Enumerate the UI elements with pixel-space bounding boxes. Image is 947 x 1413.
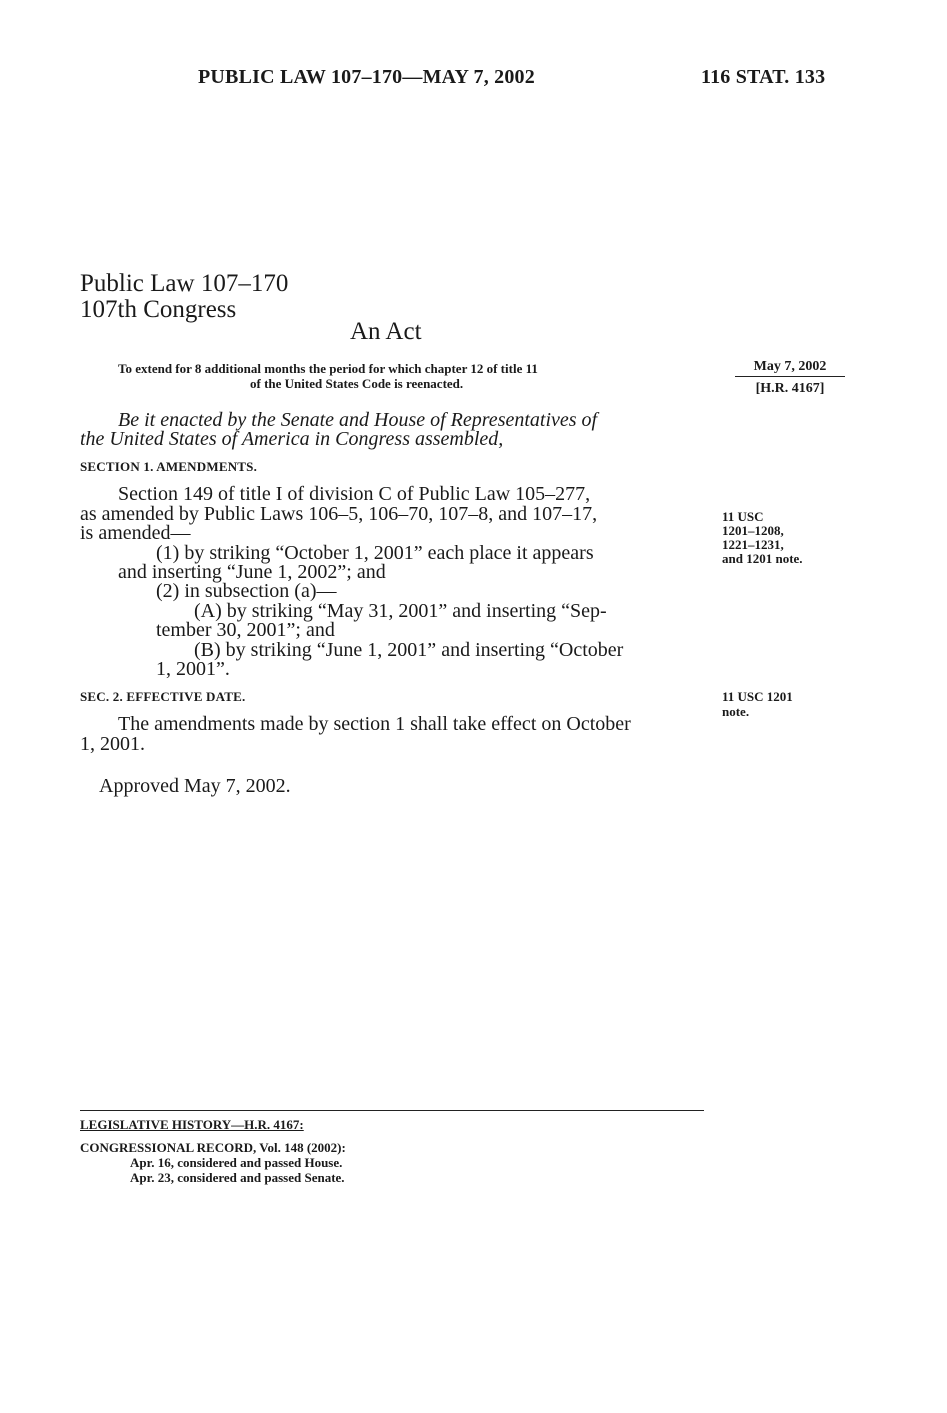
section-1-line: is amended—: [80, 522, 191, 544]
section-1-line: and inserting “June 1, 2002”; and: [118, 561, 386, 583]
section-1-subparagraph-b: (B) by striking “June 1, 2001” and inserting “October: [194, 639, 624, 661]
margin-bill-number: [H.R. 4167]: [755, 381, 825, 396]
stat-page-number: 116 STAT. 133: [701, 66, 826, 88]
section-1-line: tember 30, 2001”; and: [156, 619, 335, 641]
footnote-divider: [80, 1110, 704, 1111]
purpose-line-2: of the United States Code is reenacted.: [250, 376, 464, 391]
section-1-paragraph-1: (1) by striking “October 1, 2001” each place it appears: [156, 542, 594, 564]
margin-approval-date: May 7, 2002: [735, 359, 845, 377]
act-label: An Act: [350, 318, 422, 345]
congressional-record: CONGRESSIONAL RECORD, Vol. 148 (2002):: [80, 1140, 346, 1155]
section-1-paragraph-2: (2) in subsection (a)—: [156, 580, 337, 602]
approval-date: Approved May 7, 2002.: [99, 775, 291, 797]
margin-note-usc-2: note.: [722, 704, 750, 719]
enacting-clause-line-2: the United States of America in Congress assembled,: [80, 428, 504, 450]
public-law-number: Public Law 107–170: [80, 270, 289, 297]
running-title: PUBLIC LAW 107–170—MAY 7, 2002: [198, 66, 535, 88]
enacting-clause-line-1: Be it enacted by the Senate and House of Representatives of: [118, 409, 598, 431]
margin-note-usc-1: 11 USC: [722, 509, 764, 524]
section-1-line: Section 149 of title I of division C of Public Law 105–277,: [118, 483, 591, 505]
section-1-line: as amended by Public Laws 106–5, 106–70, 107–8, and 107–17,: [80, 503, 598, 525]
margin-note-usc-1: 1221–1231,: [722, 537, 784, 552]
section-1-line: 1, 2001”.: [156, 658, 230, 680]
history-entry: Apr. 23, considered and passed Senate.: [130, 1170, 345, 1185]
section-2-line-1: The amendments made by section 1 shall take effect on October: [118, 713, 631, 735]
congress-label: 107th Congress: [80, 296, 237, 323]
margin-note-usc-2: 11 USC 1201: [722, 689, 793, 704]
margin-note-usc-1: and 1201 note.: [722, 551, 803, 566]
section-1-subparagraph-a: (A) by striking “May 31, 2001” and inserting “Sep-: [194, 600, 607, 622]
section-2-heading: SEC. 2. EFFECTIVE DATE.: [80, 689, 246, 704]
legislative-history-title: LEGISLATIVE HISTORY—H.R. 4167:: [80, 1117, 304, 1132]
section-2-line-2: 1, 2001.: [80, 733, 145, 755]
section-1-heading: SECTION 1. AMENDMENTS.: [80, 459, 258, 474]
history-entry: Apr. 16, considered and passed House.: [130, 1155, 343, 1170]
purpose-line-1: To extend for 8 additional months the period for which chapter 12 of title 11: [118, 361, 538, 376]
margin-note-usc-1: 1201–1208,: [722, 523, 784, 538]
